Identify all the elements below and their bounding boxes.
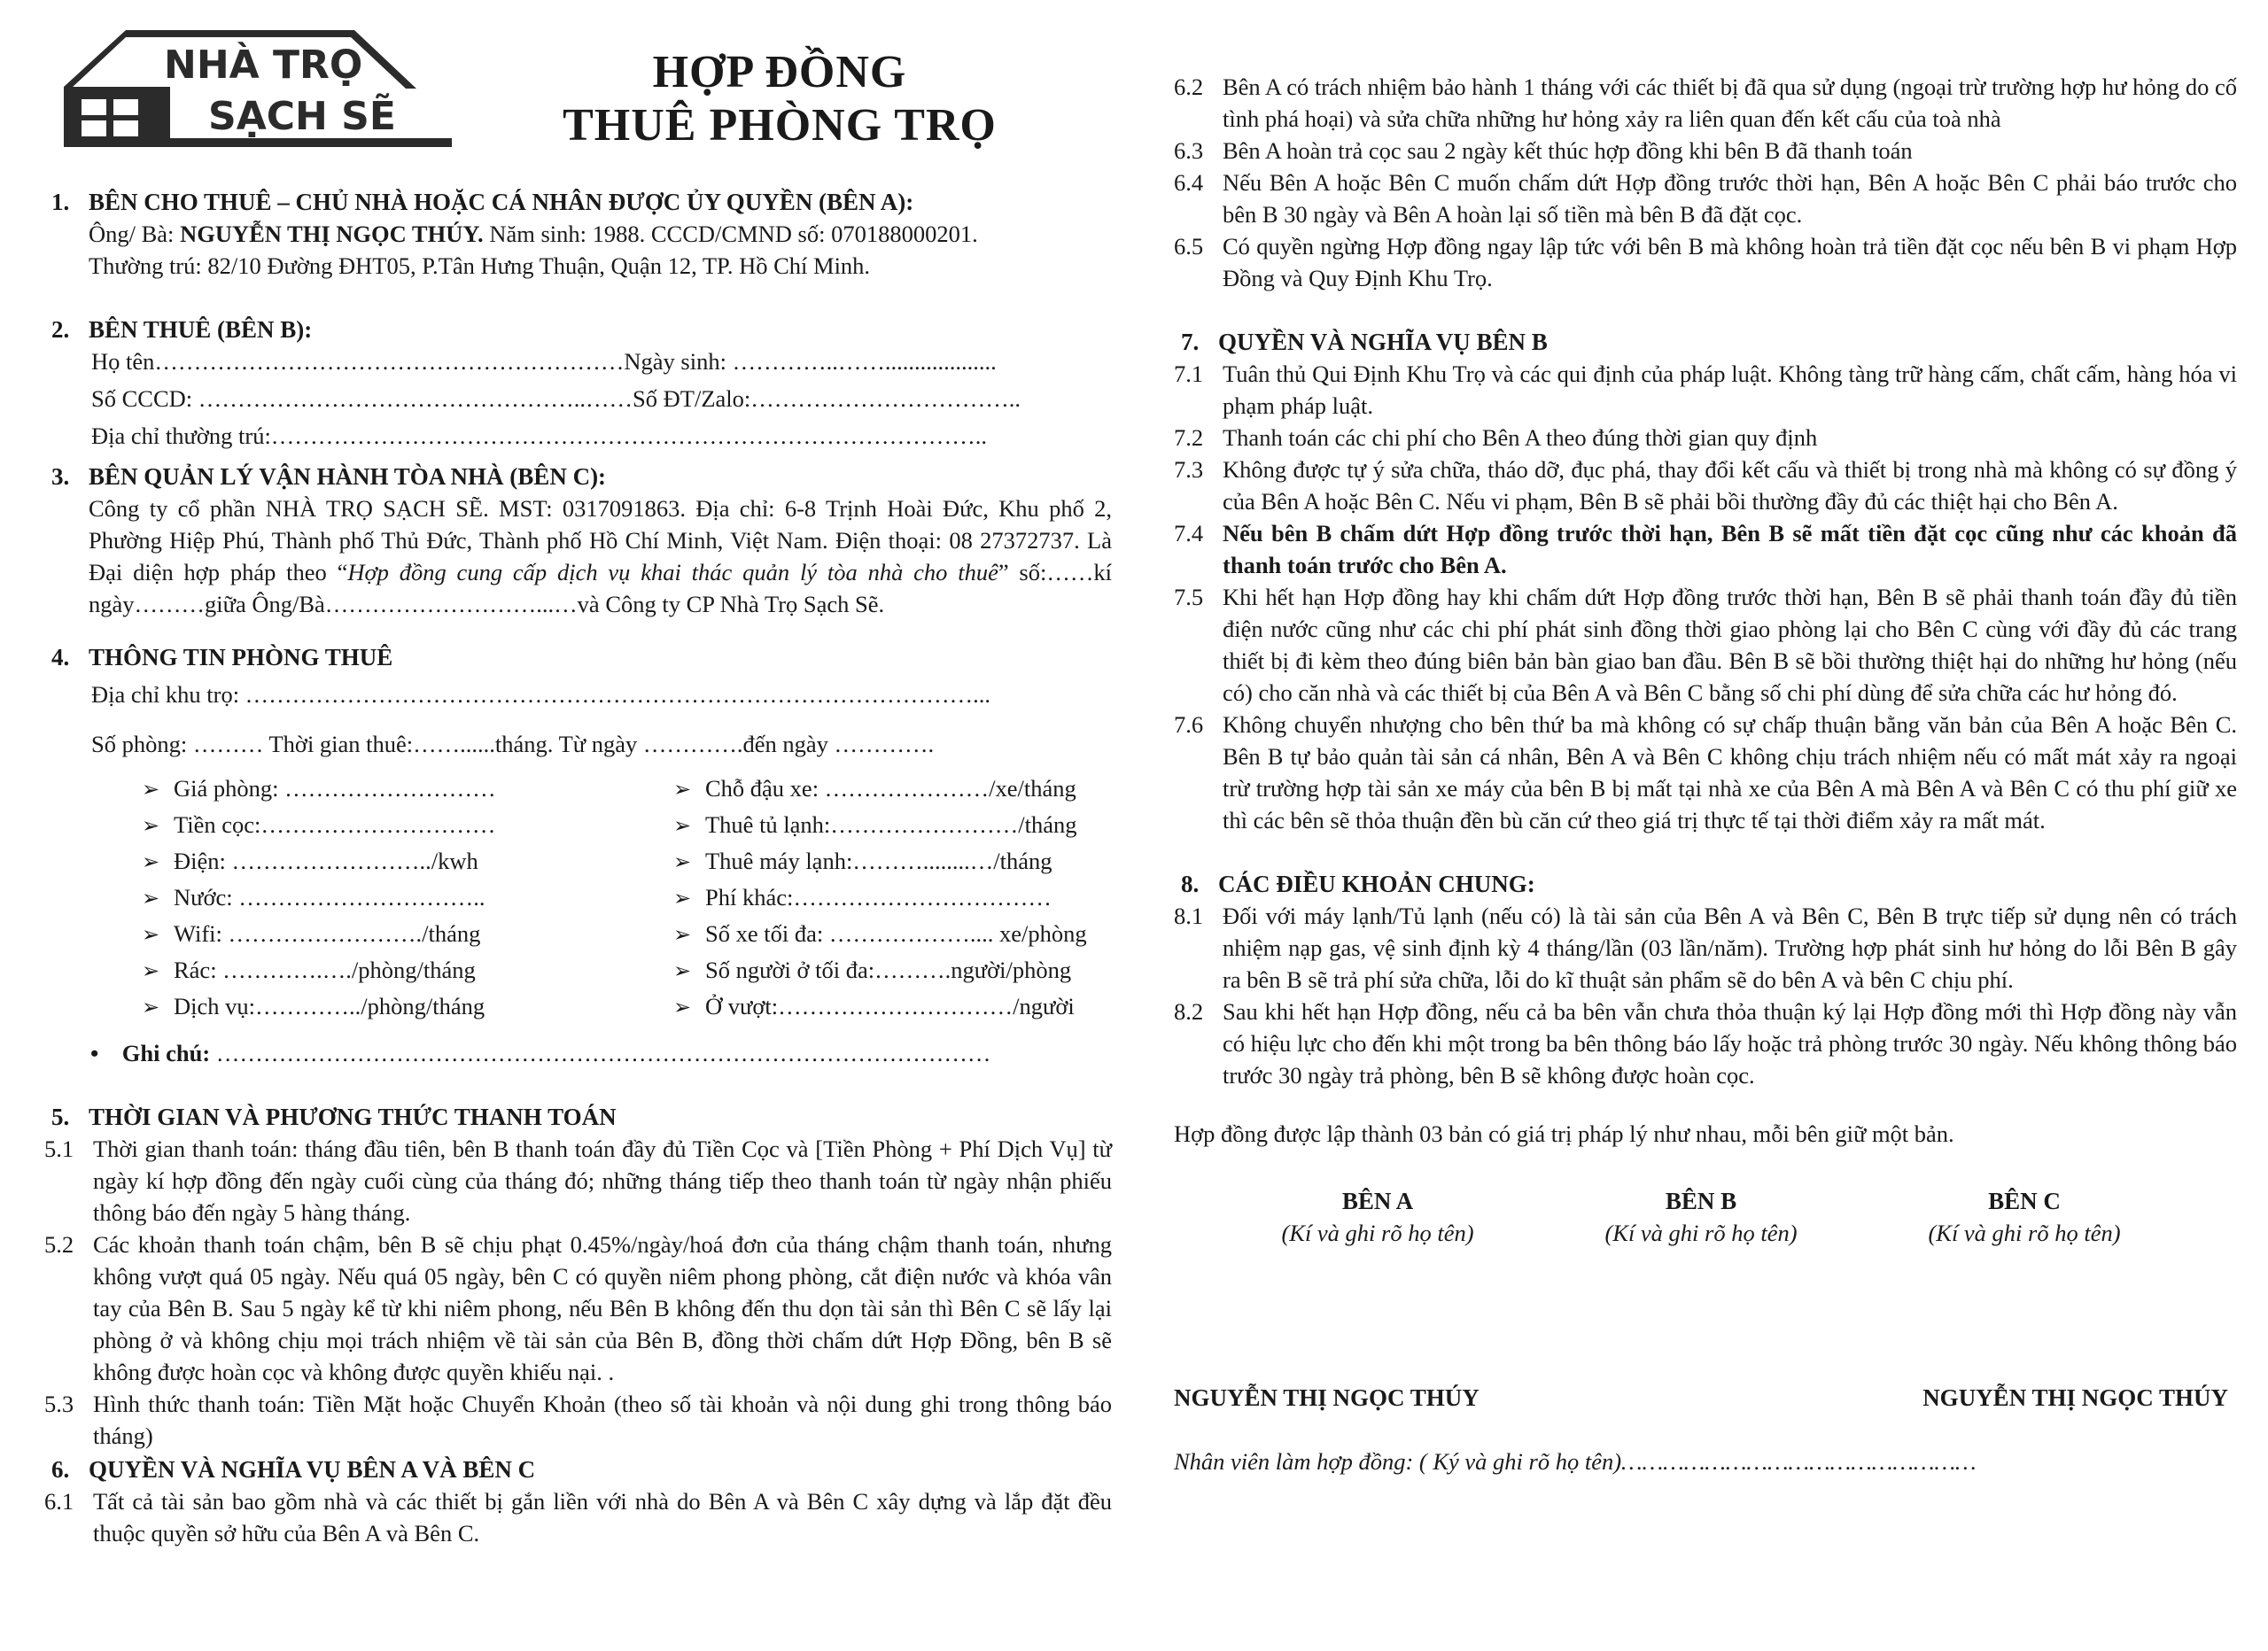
- arrow-icon: ➢: [142, 779, 160, 802]
- arrow-icon: ➢: [673, 924, 692, 947]
- fee-item: ➢ Wifi: ……………………./tháng: [142, 918, 673, 952]
- note-field[interactable]: • Ghi chú: ………………………………………………………………………………………: [90, 1040, 991, 1066]
- fee-item: ➢ Thuê tủ lạnh:……………………/tháng: [673, 809, 1134, 843]
- fee-item: ➢ Số xe tối đa: ……………….... xe/phòng: [673, 918, 1134, 952]
- clause-7-2: 7.2 Thanh toán các chi phí cho Bên A theo đúng thời gian quy định: [1174, 424, 1818, 451]
- arrow-icon: ➢: [673, 888, 692, 911]
- arrow-icon: ➢: [673, 996, 692, 1019]
- clause-7-3: 7.3 Không được tự ý sửa chữa, tháo dỡ, đục phá, thay đổi kết cấu và thiết bị trong nhà mà không có sự đồng ý của Bên A hoặc Bên C. Nếu vi phạm, Bên B sẽ phải bồi thường đầy đủ các thiệt hại cho Bên A.: [1174, 456, 2237, 515]
- clause-7-5: 7.5 Khi hết hạn Hợp đồng hay khi chấm dứt Hợp đồng trước thời hạn, Bên B sẽ phải thanh toán đầy đủ tiền điện nước cũng như các chi phí phát sinh đồng thời giao phòng lại cho Bên C cùng với đầy đủ các trang thiết bị đi kèm theo đúng biên bản bàn giao ban đầu. Bên B sẽ bồi thường thiệt hại do những hư hỏng (nếu có) cho căn nhà và các thiết bị của Bên A và Bên C bằng số chi phí dùng để sửa chữa các hư hỏng đó.: [1174, 584, 2237, 706]
- section-7-title: 7. QUYỀN VÀ NGHĨA VỤ BÊN B: [1181, 329, 1548, 355]
- section-4-title: 4. THÔNG TIN PHÒNG THUÊ: [51, 644, 393, 670]
- arrow-icon: ➢: [673, 960, 692, 983]
- arrow-icon: ➢: [673, 779, 692, 802]
- signature-party-a: BÊN A (Kí và ghi rõ họ tên): [1281, 1188, 1474, 1246]
- room-address-field[interactable]: Địa chỉ khu trọ: …………………………………………………………………………………...: [91, 681, 991, 708]
- section-8-title: 8. CÁC ĐIỀU KHOẢN CHUNG:: [1181, 871, 1535, 897]
- fee-item: ➢ Số người ở tối đa:……….người/phòng: [673, 954, 1134, 988]
- signature-party-c: BÊN C (Kí và ghi rõ họ tên): [1928, 1188, 2121, 1246]
- section-2-title: 2. BÊN THUÊ (BÊN B):: [51, 316, 313, 343]
- arrow-icon: ➢: [673, 851, 692, 874]
- party-c-text: Công ty cổ phần NHÀ TRỌ SẠCH SẼ. MST: 0317091863. Địa chỉ: 6-8 Trịnh Hoài Đức, Khu phố 2, Phường Hiệp Phú, Thành phố Thủ Đức, Thành phố Hồ Chí Minh, Việt Nam. Điện thoại: 08 27372737. Là Đại diện hợp pháp theo “Hợp đồng cung cấp dịch vụ khai thác quản lý tòa nhà cho thuê” số:……kí ngày………giữa Ông/Bà………………………...…và Công ty CP Nhà Trọ Sạch Sẽ.: [89, 495, 1112, 617]
- logo-line2: SẠCH SẼ: [208, 94, 396, 139]
- title-line1: HỢP ĐỒNG: [652, 47, 907, 97]
- logo: [62, 25, 456, 149]
- signatory-name-a: NGUYỄN THỊ NGỌC THÚY: [1174, 1384, 1480, 1411]
- fee-item: ➢ Ở vượt:…………………………/người: [673, 990, 1134, 1025]
- arrow-icon: ➢: [142, 815, 160, 838]
- title-line2: THUÊ PHÒNG TRỌ: [563, 100, 997, 151]
- fee-item: ➢ Dịch vụ:…………../phòng/tháng: [142, 990, 673, 1025]
- arrow-icon: ➢: [142, 996, 160, 1019]
- bullet-icon: •: [90, 1040, 122, 1066]
- fee-item: ➢ Phí khác:……………………………: [673, 881, 1134, 916]
- fee-item: ➢ Giá phòng: ………………………: [142, 772, 673, 807]
- clause-6-2: 6.2 Bên A có trách nhiệm bảo hành 1 tháng với các thiết bị đã qua sử dụng (ngoại trừ trường hợp hư hỏng do cố tình phá hoại) và sửa chữa những hư hỏng xảy ra liên quan đến kết cấu của toà nhà: [1174, 74, 2237, 132]
- staff-signature-field[interactable]: Nhân viên làm hợp đồng: ( Ký và ghi rõ họ tên)……………………………………………: [1174, 1448, 1977, 1475]
- arrow-icon: ➢: [673, 815, 692, 838]
- section-3-title: 3. BÊN QUẢN LÝ VẬN HÀNH TÒA NHÀ (BÊN C):: [51, 463, 607, 490]
- fee-item: ➢ Điện: ……………………../kwh: [142, 845, 673, 880]
- signature-row: [1174, 1185, 2237, 1249]
- closing-statement: Hợp đồng được lập thành 03 bản có giá trị pháp lý như nhau, mỗi bên giữ một bản.: [1174, 1120, 1954, 1147]
- section-5-title: 5. THỜI GIAN VÀ PHƯƠNG THỨC THANH TOÁN: [51, 1104, 617, 1130]
- document-title: [523, 46, 1037, 152]
- section-1-title: 1. BÊN CHO THUÊ – CHỦ NHÀ HOẶC CÁ NHÂN ĐƯỢC ỦY QUYỀN (BÊN A):: [51, 189, 914, 215]
- arrow-icon: ➢: [142, 851, 160, 874]
- clause-5-1: 5.1 Thời gian thanh toán: tháng đầu tiên, bên B thanh toán đầy đủ Tiền Cọc và [Tiền Phòng + Phí Dịch Vụ] từ ngày kí hợp đồng đến ngày cuối cùng của tháng đó; những tháng tiếp theo thanh toán từ ngày nhận phiếu thông báo đến ngày 5 hàng tháng.: [44, 1136, 1112, 1226]
- clause-7-1: 7.1 Tuân thủ Qui Định Khu Trọ và các qui định của pháp luật. Không tàng trữ hàng cấm, chất cấm, hàng hóa vi phạm pháp luật.: [1174, 360, 2237, 419]
- clause-6-1: 6.1 Tất cả tài sản bao gồm nhà và các thiết bị gắn liền với nhà do Bên A và Bên C xây dựng và lắp đặt đều thuộc quyền sở hữu của Bên A và Bên C.: [44, 1488, 1112, 1546]
- signatory-names: [1174, 1382, 2237, 1414]
- fee-item: ➢ Rác: ………….…./phòng/tháng: [142, 954, 673, 988]
- fee-item: ➢ Thuê máy lạnh:………........…/tháng: [673, 845, 1134, 880]
- signature-party-b: BÊN B (Kí và ghi rõ họ tên): [1604, 1188, 1798, 1246]
- fee-item: ➢ Chỗ đậu xe: …………………/xe/tháng: [673, 772, 1134, 807]
- party-a-line1: Ông/ Bà: NGUYỄN THỊ NGỌC THÚY. Năm sinh: 1988. CCCD/CMND số: 070188000201.: [89, 221, 978, 247]
- signatory-name-c: NGUYỄN THỊ NGỌC THÚY: [1922, 1384, 2228, 1411]
- room-fees-grid: [44, 772, 1112, 1025]
- clause-6-4: 6.4 Nếu Bên A hoặc Bên C muốn chấm dứt Hợp đồng trước thời hạn, Bên A hoặc Bên C phải báo trước cho bên B 30 ngày và Bên A hoàn lại số tiền mà bên B đã đặt cọc.: [1174, 169, 2237, 228]
- logo-line1: NHÀ TRỌ: [164, 43, 363, 88]
- left-column: [44, 0, 1112, 1549]
- section-6-title: 6. QUYỀN VÀ NGHĨA VỤ BÊN A VÀ BÊN C: [51, 1456, 536, 1483]
- arrow-icon: ➢: [142, 960, 160, 983]
- clause-7-4: 7.4 Nếu bên B chấm dứt Hợp đồng trước thời hạn, Bên B sẽ mất tiền đặt cọc cũng như các khoản đã thanh toán trước cho Bên A.: [1174, 520, 2237, 578]
- party-a-line2: Thường trú: 82/10 Đường ĐHT05, P.Tân Hưng Thuận, Quận 12, TP. Hồ Chí Minh.: [89, 252, 871, 279]
- clause-7-6: 7.6 Không chuyển nhượng cho bên thứ ba mà không có sự chấp thuận bằng văn bản của Bên A hoặc Bên C. Bên B tự bảo quản tài sản cá nhân, Bên A và Bên C không chịu trách nhiệm nếu có mất mát xảy ra ngoại trừ trường hợp tài sản xe máy của bên B bị mất tại nhà xe của Bên A mà Bên A và Bên C có thu phí giữ xe thì các bên sẽ thỏa thuận đền bù căn cứ theo giá trị thực tế tại thời điểm xảy ra mất mát.: [1174, 711, 2237, 833]
- tenant-name-field[interactable]: Họ tên……………………………………………………Ngày sinh: …………..……...................: [91, 348, 997, 375]
- clause-8-2: 8.2 Sau khi hết hạn Hợp đồng, nếu cả ba bên vẫn chưa thỏa thuận ký lại Hợp đồng mới thì Hợp đồng này vẫn có hiệu lực cho đến khi một trong ba bên thông báo lấy hoặc trả phòng trước 30 ngày. Nếu không thông báo trước 30 ngày trả phòng, bên B sẽ không được hoàn cọc.: [1174, 998, 2237, 1089]
- header: [44, 0, 1112, 177]
- clause-6-3: 6.3 Bên A hoàn trả cọc sau 2 ngày kết thúc hợp đồng khi bên B đã thanh toán: [1174, 137, 1913, 164]
- clause-5-2: 5.2 Các khoản thanh toán chậm, bên B sẽ chịu phạt 0.45%/ngày/hoá đơn của tháng chậm thanh toán, nhưng không vượt quá 05 ngày. Nếu quá 05 ngày, bên C có quyền niêm phong phòng, cắt điện nước và khóa vân tay của Bên B. Sau 5 ngày kể từ khi niêm phong, nếu Bên B không đến thu dọn tài sản thì Bên C sẽ lấy lại phòng ở và không chịu mọi trách nhiệm về tài sản của Bên B, đồng thời chấm dứt Hợp Đồng, bên B sẽ không được hoàn cọc và không được quyền khiếu nại. .: [44, 1231, 1112, 1385]
- arrow-icon: ➢: [142, 888, 160, 911]
- clause-8-1: 8.1 Đối với máy lạnh/Tủ lạnh (nếu có) là tài sản của Bên A và Bên C, Bên B trực tiếp sử dụng nên có trách nhiệm nạp gas, vệ sinh định kỳ 4 tháng/lần (03 lần/năm). Trường hợp phát sinh hư hỏng do lỗi Bên B gây ra bên B sẽ trả phí sửa chữa, lỗi do kĩ thuật sản phẩm sẽ do bên A và bên C chịu phí.: [1174, 903, 2237, 993]
- fee-item: ➢ Nước: …………………………..: [142, 881, 673, 916]
- tenant-id-field[interactable]: Số CCCD: …………………………………………..……Số ĐT/Zalo:……………………………..: [91, 385, 1021, 412]
- fee-item: ➢ Tiền cọc:…………………………: [142, 809, 673, 843]
- room-info-field[interactable]: Số phòng: ……… Thời gian thuê:……......tháng. Từ ngày ………….đến ngày ………….: [91, 731, 935, 757]
- arrow-icon: ➢: [142, 924, 160, 947]
- right-column: [1174, 71, 2237, 1477]
- tenant-address-field[interactable]: Địa chỉ thường trú:………………………………………………………………………………..: [91, 422, 988, 449]
- clause-6-5: 6.5 Có quyền ngừng Hợp đồng ngay lập tức với bên B mà không hoàn trả tiền đặt cọc nếu bên B vi phạm Hợp Đồng và Quy Định Khu Trọ.: [1174, 233, 2237, 291]
- clause-5-3: 5.3 Hình thức thanh toán: Tiền Mặt hoặc Chuyển Khoản (theo số tài khoản và nội dung ghi trong thông báo tháng): [44, 1391, 1112, 1449]
